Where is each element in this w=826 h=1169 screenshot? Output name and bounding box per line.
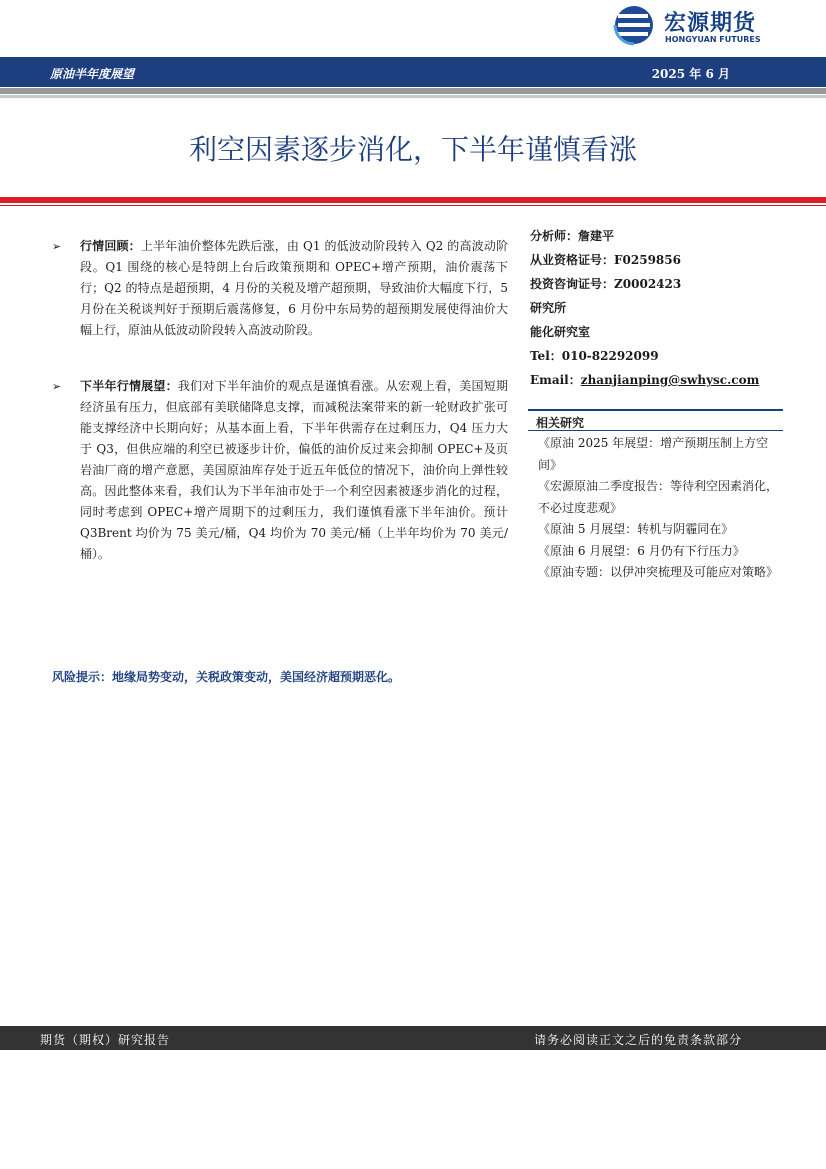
title-divider-thin bbox=[0, 205, 826, 206]
report-type: 原油半年度展望 bbox=[50, 67, 135, 81]
tel-row bbox=[530, 348, 790, 372]
bullet-body: 我们对下半年油价的观点是谨慎看涨。从宏观上看，美国短期经济虽有压力，但底部有美联储降息支撑，而减税法案带来的新一轮财政扩张可能支撑经济中长期向好；从基本面上看，下半年供需存在过剩压力，Q4 压力大于 Q3，但供应端的利空已被逐步计价，偏低的油价反过来会抑制 OPEC+及页岩油厂商的增产意愿，美国原油库存处于近五年低位的情况下，油价向上弹性较高。因此整体来看，我们认为下半年油市处于一个利空因素被逐步消化的过程，同时考虑到 OPEC+增产周期下的过剩压力，我们谨慎看涨下半年油价。预计 Q3Brent 均价为 75 美元/桶，Q4 均价为 70 美元/桶（上半年均价为 70 美元/桶）。 bbox=[80, 379, 508, 561]
office: 能化研究室 bbox=[530, 325, 591, 339]
arrow-bullet-icon: ➢ bbox=[52, 380, 62, 393]
related-item: 《宏源原油二季度报告：等待利空因素消化，不必过度悲观》 bbox=[538, 479, 779, 515]
footer-report-type: 期货（期权）研究报告 bbox=[40, 1033, 171, 1047]
consult-row bbox=[530, 276, 790, 300]
analyst-name: 詹建平 bbox=[578, 229, 615, 243]
logo-name-cn: 宏源期货 bbox=[664, 11, 757, 36]
arrow-bullet-icon: ➢ bbox=[52, 240, 62, 253]
related-item: 《原油 5 月展望：转机与阴霾同在》 bbox=[538, 522, 734, 536]
bullet-text bbox=[80, 236, 508, 341]
report-title: 利空因素逐步消化，下半年谨慎看涨 bbox=[188, 133, 637, 166]
header-bar bbox=[0, 57, 826, 87]
qualification-label: 从业资格证号： bbox=[530, 253, 615, 267]
related-research-list bbox=[538, 433, 786, 584]
analyst-label: 分析师： bbox=[530, 229, 579, 243]
tel-label: Tel： bbox=[530, 349, 562, 363]
consult-label: 投资咨询证号： bbox=[530, 277, 615, 291]
bullet-review bbox=[52, 236, 508, 341]
footer-bar bbox=[0, 1026, 826, 1050]
email-row bbox=[530, 372, 790, 396]
title-divider bbox=[0, 197, 826, 203]
logo-mark-icon bbox=[612, 4, 658, 46]
bullet-text bbox=[80, 376, 508, 565]
tel-number: 010-82292099 bbox=[561, 349, 659, 363]
company-logo bbox=[612, 4, 787, 46]
bullet-heading: 行情回顾： bbox=[80, 239, 141, 253]
qualification-number: F0259856 bbox=[614, 253, 681, 267]
related-item: 《原油 2025 年展望：增产预期压制上方空间》 bbox=[538, 436, 769, 472]
header-divider bbox=[0, 88, 826, 94]
consult-number: Z0002423 bbox=[614, 277, 682, 291]
related-item: 《原油 6 月展望：6 月仍有下行压力》 bbox=[538, 543, 745, 558]
institute: 研究所 bbox=[530, 301, 567, 315]
email-label: Email： bbox=[530, 373, 581, 387]
bullet-outlook bbox=[52, 376, 508, 565]
logo-name-en: HONGYUAN FUTURES bbox=[665, 35, 761, 44]
email-link[interactable]: zhanjianping@swhysc.com bbox=[580, 373, 760, 387]
bullet-body: 上半年油价整体先跌后涨，由 Q1 的低波动阶段转入 Q2 的高波动阶段。Q1 围绕的核心是特朗上台后政策预期和 OPEC+增产预期，油价震荡下行；Q2 的特点是超预期，4 月份的关税及增产超预期，导致油价大幅度下行，5 月份在关税谈判好于预期后震荡修复，6 月份中东局势的超预期发展使得油价大幅上行，原油从低波动阶段转入高波动阶段。 bbox=[80, 239, 508, 337]
bullet-heading: 下半年行情展望： bbox=[80, 379, 178, 393]
analyst-info bbox=[530, 228, 790, 396]
footer-disclaimer: 请务必阅读正文之后的免责条款部分 bbox=[533, 1033, 742, 1047]
qualification-row bbox=[530, 252, 790, 276]
risk-notice: 风险提示：地缘局势变动，关税政策变动，美国经济超预期恶化。 bbox=[52, 670, 401, 684]
report-date: 2025 年 6 月 bbox=[651, 67, 730, 81]
related-item: 《原油专题：以伊冲突梳理及可能应对策略》 bbox=[538, 565, 779, 579]
analyst-name-row bbox=[530, 228, 790, 252]
header-divider-thin bbox=[0, 95, 826, 98]
related-research-heading: 相关研究 bbox=[528, 409, 783, 431]
